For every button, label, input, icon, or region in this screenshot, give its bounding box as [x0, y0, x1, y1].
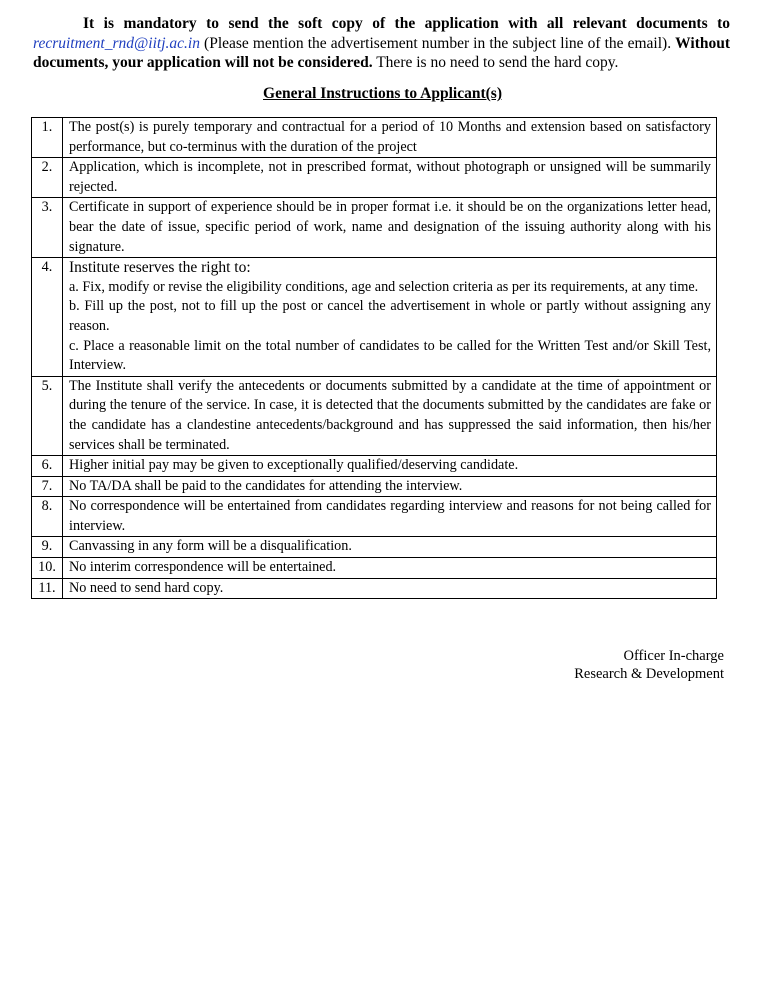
row-number: 7.: [32, 476, 63, 497]
row-text: Certificate in support of experience should be in proper format i.e. it should be on the organizations letter head, bear the date of issue, specific period of work, name and designation of the issuing authority along with his signature.: [63, 198, 717, 258]
instructions-table: [31, 117, 717, 599]
row-text: Canvassing in any form will be a disqualification.: [63, 537, 717, 558]
table-row: [32, 198, 717, 258]
row-subitem-a: a. Fix, modify or revise the eligibility conditions, age and selection criteria as per its requirements, at any time.: [69, 278, 699, 295]
intro-email-note: (Please mention the advertisement number in the subject line of the email).: [204, 34, 672, 52]
row-number: 6.: [32, 456, 63, 477]
row-number: 9.: [32, 537, 63, 558]
table-row: [32, 118, 717, 158]
table-row: [32, 456, 717, 477]
intro-sentence-3: There is no need to send the hard copy.: [376, 54, 619, 71]
table-row: [32, 376, 717, 455]
row-number: 8.: [32, 497, 63, 537]
row-text: No interim correspondence will be entertained.: [63, 558, 717, 579]
intro-paragraph: [33, 14, 730, 73]
row-text: Application, which is incomplete, not in prescribed format, without photograph or unsigned will be summarily rejected.: [63, 158, 717, 198]
row-text: The post(s) is purely temporary and contractual for a period of 10 Months and extension based on satisfactory performance, but co-terminus with the duration of the project: [63, 118, 717, 158]
row-number: 2.: [32, 158, 63, 198]
row-number: 1.: [32, 118, 63, 158]
table-row: [32, 476, 717, 497]
email-link[interactable]: recruitment_rnd@iitj.ac.in: [33, 34, 200, 52]
row-text: No need to send hard copy.: [63, 578, 717, 599]
signature-title: Officer In-charge: [623, 648, 724, 664]
row-number: 5.: [32, 376, 63, 455]
row-subitem-c: c. Place a reasonable limit on the total number of candidates to be called for the Written Test and/or Skill Test, Interview.: [69, 337, 711, 374]
row-subitem-b: b. Fill up the post, not to fill up the post or cancel the advertisement in whole or partly without assigning any reason.: [69, 298, 711, 334]
table-row: [32, 578, 717, 599]
row-lead: Institute reserves the right to:: [69, 259, 251, 277]
row-text: The Institute shall verify the antecedents or documents submitted by a candidate at the time of appointment or during the tenure of the service. In case, it is detected that the documents submitted by the candidates are fake or the candidate has a clandestine antecedents/background and has suppressed the said information, then his/her services shall be terminated.: [63, 376, 717, 455]
row-number: 4.: [32, 258, 63, 377]
row-text: No correspondence will be entertained from candidates regarding interview and reasons for not being called for interview.: [63, 497, 717, 537]
signature-department: Research & Development: [574, 666, 724, 682]
intro-sentence-2: Without documents, your application will not be considered.: [33, 34, 731, 71]
row-text: Higher initial pay may be given to exceptionally qualified/deserving candidate.: [63, 456, 717, 477]
table-row: [32, 497, 717, 537]
table-row: [32, 537, 717, 558]
row-text-compound: [63, 258, 717, 377]
table-row: [32, 558, 717, 579]
row-number: 3.: [32, 198, 63, 258]
intro-sentence-1: It is mandatory to send the soft copy of the application with all relevant documents to: [83, 15, 730, 32]
signature-block: [574, 647, 724, 683]
section-heading: General Instructions to Applicant(s): [263, 85, 502, 102]
row-text: No TA/DA shall be paid to the candidates for attending the interview.: [63, 476, 717, 497]
table-row: [32, 158, 717, 198]
row-number: 11.: [32, 578, 63, 599]
row-number: 10.: [32, 558, 63, 579]
table-row: [32, 258, 717, 377]
